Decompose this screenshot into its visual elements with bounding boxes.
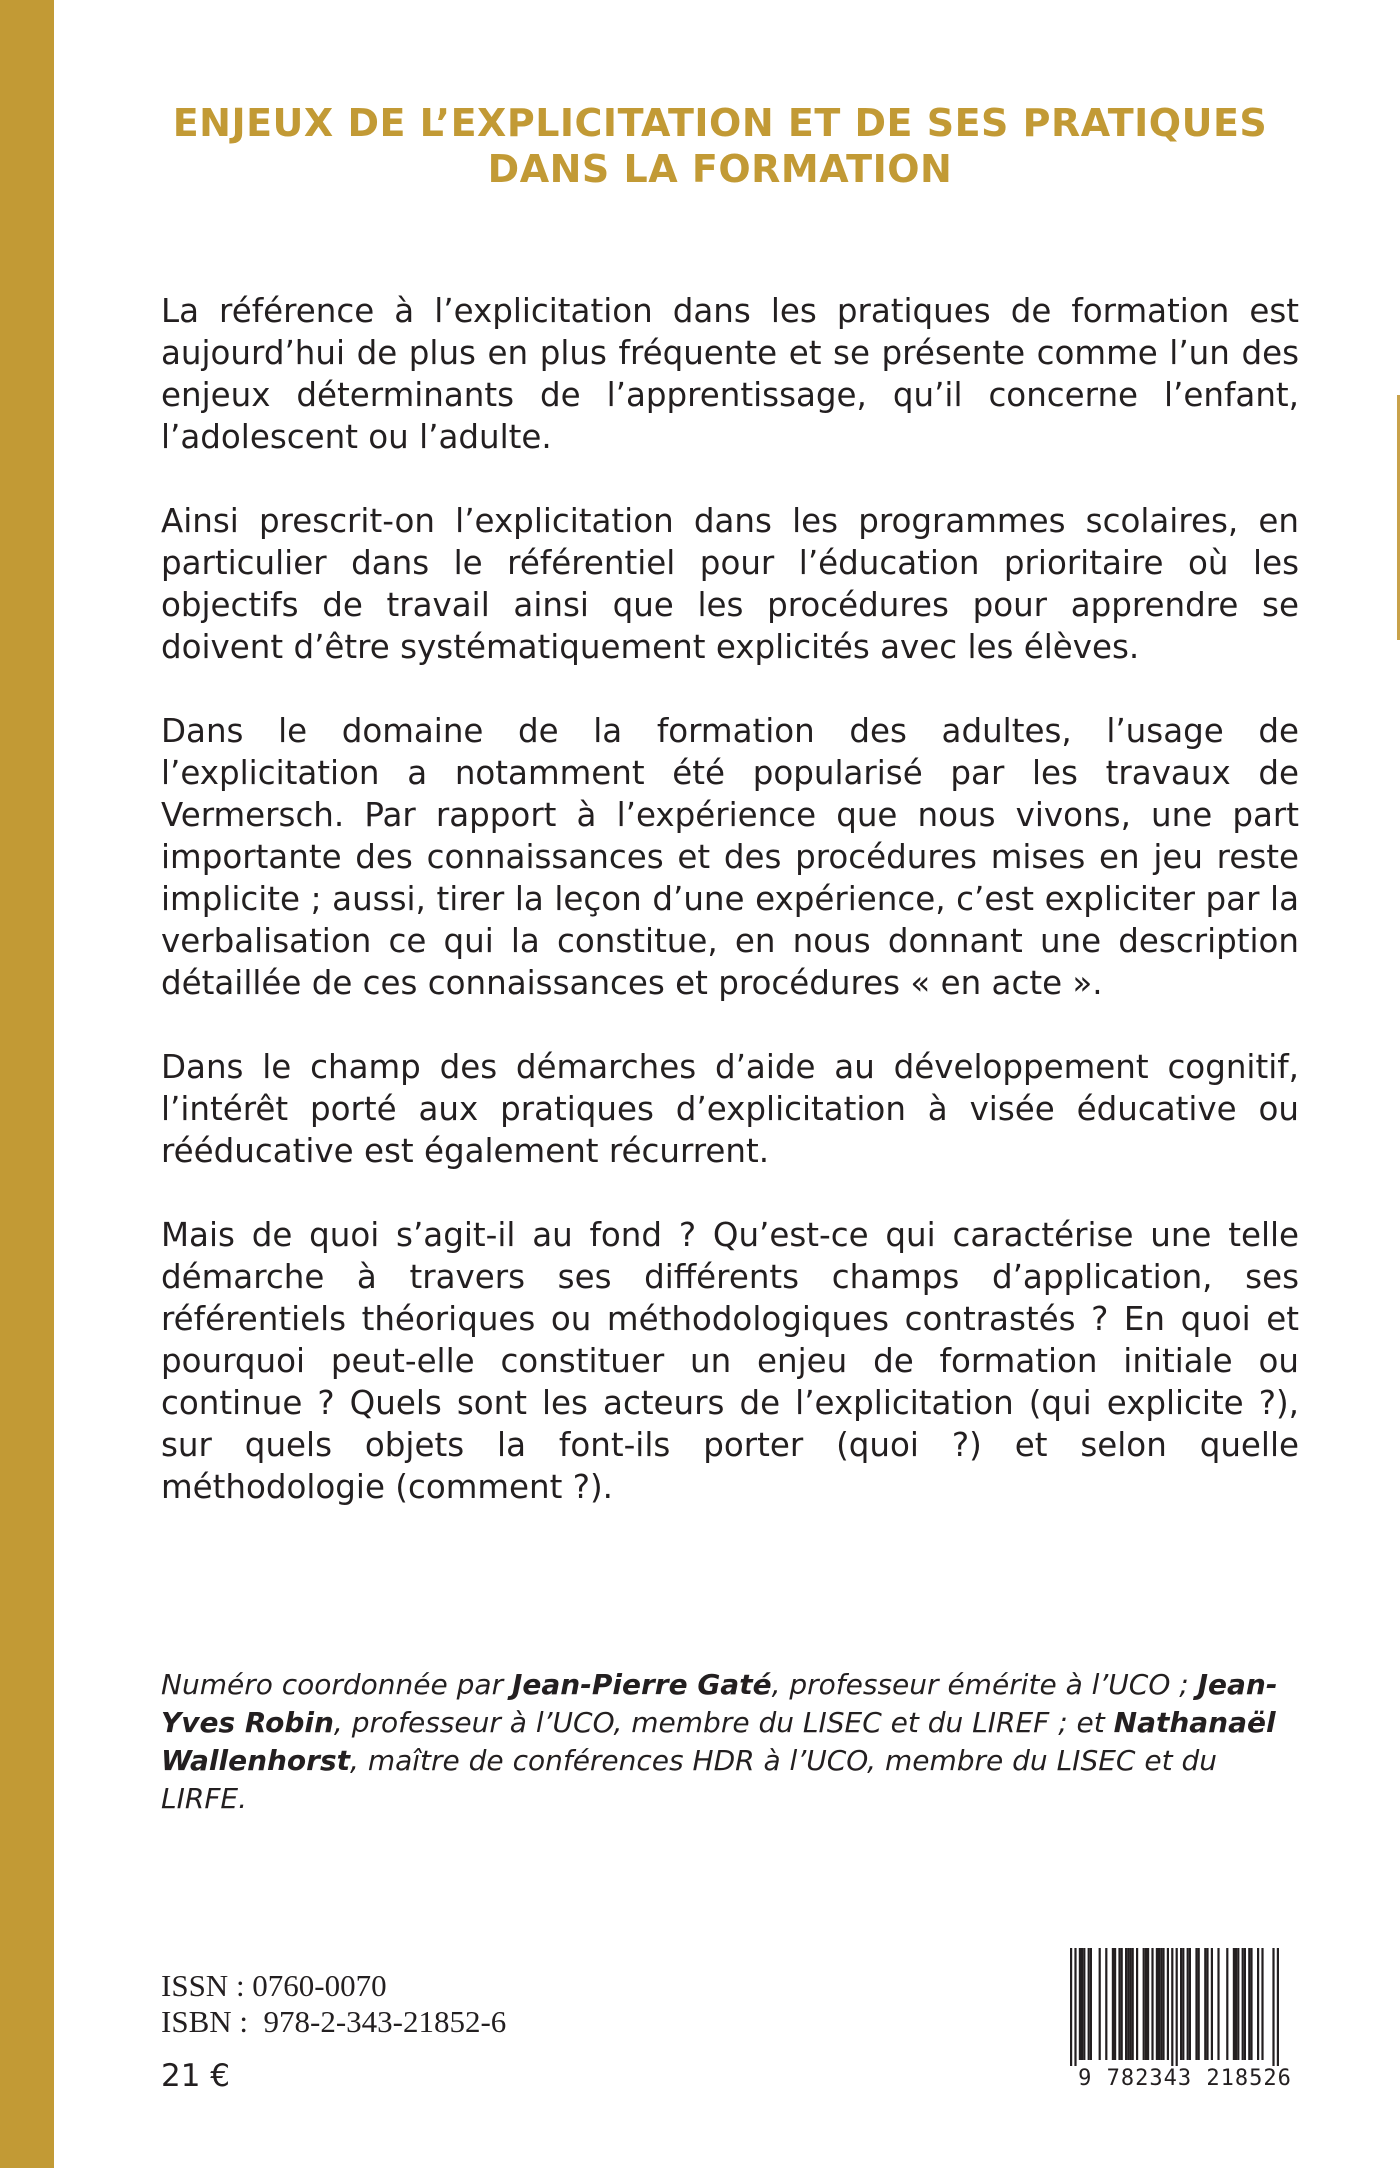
editors-credit <box>161 1666 1299 1818</box>
isbn: ISBN : 978-2-343-21852-6 <box>161 2004 507 2039</box>
barcode-bar <box>1090 1948 1092 2060</box>
barcode-bar <box>1074 1948 1076 2066</box>
blurb <box>161 290 1299 1550</box>
blurb-paragraph-2: Ainsi prescrit-on l’explicitation dans les programmes scolaires, en particulier dans le référentiel pour l’éducation prioritaire où les objectifs de travail ainsi que les procédures pour apprendre se doivent d’être systématiquement explicités avec les élèves. <box>161 502 1299 666</box>
editor-role-1: , professeur émérite à l’UCO ; <box>771 1668 1198 1701</box>
barcode-bar <box>1242 1948 1244 2060</box>
editor-name-2: Jean-Yves Robin <box>161 1668 1278 1739</box>
barcode-bar <box>1112 1948 1114 2060</box>
barcode-bar <box>1156 1948 1158 2060</box>
cover-title <box>140 100 1300 192</box>
editor-role-2: , professeur à l’UCO, membre du LISEC et du LIREF ; et <box>333 1706 1114 1739</box>
barcode-bar <box>1195 1948 1197 2060</box>
barcode-digits: 9 782343 218526 <box>1078 2066 1292 2091</box>
barcode-bar <box>1162 1948 1164 2060</box>
barcode-bar <box>1121 1948 1123 2060</box>
barcode-bar <box>1070 1948 1072 2066</box>
isbn-barcode <box>1060 1944 1310 2094</box>
barcode-bar <box>1114 1948 1116 2060</box>
barcode-bar <box>1136 1948 1138 2060</box>
barcode-bar <box>1129 1948 1131 2060</box>
barcode-bar <box>1160 1948 1162 2060</box>
editor-name-3: Nathanaël Wallenhorst <box>161 1706 1276 1777</box>
barcode-bar <box>1244 1948 1246 2060</box>
barcode-bar <box>1151 1948 1153 2060</box>
barcode-bar <box>1182 1948 1184 2060</box>
gold-spine-band <box>0 0 54 2168</box>
barcode-bar <box>1211 1948 1213 2060</box>
barcode-bar <box>1277 1948 1279 2066</box>
barcode-bar <box>1217 1948 1219 2060</box>
barcode-bar <box>1237 1948 1239 2060</box>
barcode-bar <box>1180 1948 1182 2060</box>
blurb-paragraph-3: Dans le domaine de la formation des adultes, l’usage de l’explicitation a notamment été popularisé par les travaux de Vermersch. Par rapport à l’expérience que nous vivons, une part importante des connaissances et des procédures mises en jeu reste implicite ; aussi, tirer la leçon d’une expérience, c’est expliciter par la verbalisation ce qui la constitue, en nous donnant une description détaillée de ces connaissances et procédures « en acte ». <box>161 712 1299 1002</box>
barcode-bar <box>1272 1948 1274 2066</box>
barcode-bar <box>1088 1948 1090 2060</box>
barcode-bar <box>1125 1948 1127 2060</box>
barcode-bar <box>1127 1948 1129 2060</box>
barcode-bar <box>1118 1948 1120 2060</box>
barcode-bar <box>1176 1948 1178 2066</box>
barcode-bar <box>1147 1948 1149 2060</box>
editor-name-1: Jean-Pierre Gaté <box>512 1668 772 1701</box>
title-line-1: ENJEUX DE L’EXPLICITATION ET DE SES PRATIQUES <box>172 101 1268 145</box>
barcode-bar <box>1167 1948 1169 2060</box>
barcode-bar <box>1158 1948 1160 2060</box>
blurb-paragraph-4: Dans le champ des démarches d’aide au développement cognitif, l’intérêt porté aux pratiques d’explicitation à visée éducative ou rééducative est également récurrent. <box>161 1048 1299 1170</box>
barcode-bar <box>1204 1948 1206 2060</box>
barcode-bar <box>1248 1948 1250 2060</box>
blurb-paragraph-1: La référence à l’explicitation dans les pratiques de formation est aujourd’hui de plus en plus fréquente et se présente comme l’un des enjeux déterminants de l’apprentissage, qu’il concerne l’enfant, l’adolescent ou l’adulte. <box>161 292 1299 456</box>
barcode-bar <box>1171 1948 1173 2066</box>
barcode-bar <box>1206 1948 1208 2060</box>
barcode-bar <box>1233 1948 1235 2060</box>
price: 21 € <box>161 2058 231 2094</box>
barcode-bar <box>1226 1948 1228 2060</box>
barcode-bar <box>1198 1948 1200 2060</box>
barcode-bar <box>1099 1948 1101 2060</box>
barcode-bar <box>1132 1948 1134 2060</box>
barcode-bars <box>1060 1944 1310 2066</box>
barcode-bar <box>1083 1948 1085 2060</box>
editor-role-3: , maître de conférences HDR à l’UCO, membre du LISEC et du LIRFE. <box>161 1744 1217 1815</box>
barcode-bar <box>1235 1948 1237 2060</box>
barcode-bar <box>1145 1948 1147 2060</box>
issn: ISSN : 0760-0070 <box>161 1968 387 2003</box>
barcode-bar <box>1189 1948 1191 2060</box>
barcode-bar <box>1187 1948 1189 2060</box>
barcode-bar <box>1261 1948 1263 2060</box>
barcode-bar <box>1079 1948 1081 2060</box>
barcode-bar <box>1250 1948 1252 2060</box>
title-line-2: DANS LA FORMATION <box>487 147 953 191</box>
credit-intro: Numéro coordonnée par <box>161 1668 512 1701</box>
barcode-bar <box>1143 1948 1145 2060</box>
blurb-paragraph-5: Mais de quoi s’agit-il au fond ? Qu’est-ce qui caractérise une telle démarche à travers ses différents champs d’application, ses référentiels théoriques ou méthodologiques contrastés ? En quoi et pourquoi peut-elle constituer un enjeu de formation initiale ou continue ? Quels sont les acteurs de l’explicitation (qui explicite ?), sur quels objets la font-ils porter (quoi ?) et selon quelle méthodologie (comment ?). <box>161 1216 1299 1506</box>
identifiers <box>161 1968 506 2040</box>
barcode-bar <box>1257 1948 1259 2060</box>
barcode-bar <box>1105 1948 1107 2060</box>
barcode-bar <box>1081 1948 1083 2060</box>
